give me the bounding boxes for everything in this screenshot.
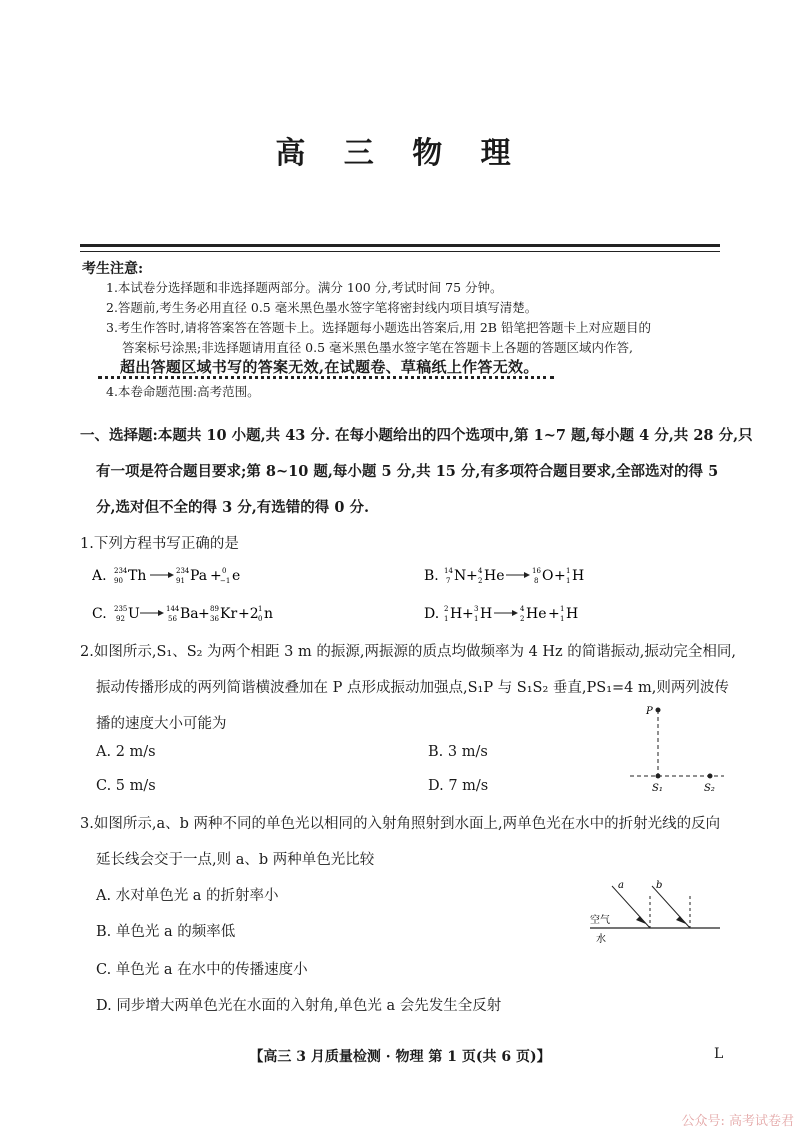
notice-heading: 考生注意: (82, 261, 144, 277)
svg-text:0: 0 (222, 567, 227, 575)
svg-text:+: + (548, 606, 560, 622)
q3-option-b: B. 单色光 a 的频率低 (96, 924, 236, 940)
svg-text:234: 234 (176, 567, 190, 575)
svg-text:H: H (480, 606, 493, 622)
notice-item-2: 2.答题前,考生务必用直径 0.5 毫米黑色墨水签字笔将密封线内项目填写清楚。 (106, 300, 538, 315)
svg-text:1: 1 (444, 615, 449, 623)
svg-text:36: 36 (210, 615, 219, 623)
svg-text:1: 1 (560, 605, 565, 613)
svg-text:He: He (526, 606, 547, 622)
svg-text:H: H (572, 568, 585, 584)
svg-text:D.: D. (424, 606, 440, 622)
header-rule-thick (80, 244, 720, 247)
q1-stem: 1.下列方程书写正确的是 (80, 536, 239, 552)
section1-line-2: 有一项是符合题目要求;第 8~10 题,每小题 5 分,共 15 分,有多项符合题目要求,全部选对的得 5 (96, 463, 719, 480)
svg-text:7: 7 (446, 577, 451, 585)
q2-figure-label-s2: S₂ (704, 783, 715, 794)
svg-text:1: 1 (560, 615, 565, 623)
q3-figure-label-a: a (618, 880, 624, 891)
q3-stem-line-1: 3.如图所示,a、b 两种不同的单色光以相同的入射角照射到水面上,两单色光在水中的折射光线的反向 (80, 816, 721, 832)
svg-text:+: + (466, 568, 478, 584)
svg-text:+: + (210, 568, 222, 584)
notice-item-3-emphasis: 超出答题区域书写的答案无效,在试题卷、草稿纸上作答无效。 (120, 358, 539, 376)
svg-text:Pa: Pa (190, 568, 208, 584)
page-title: 高 三 物 理 (275, 136, 525, 171)
svg-text:He: He (484, 568, 505, 584)
q2-option-c: C. 5 m/s (96, 778, 156, 794)
svg-text:Th: Th (128, 568, 147, 584)
svg-text:2: 2 (520, 615, 525, 623)
q3-option-a: A. 水对单色光 a 的折射率小 (96, 888, 279, 904)
svg-text:H: H (566, 606, 579, 622)
svg-text:+2: +2 (238, 606, 259, 622)
svg-text:90: 90 (114, 577, 123, 585)
q3-figure-label-water: 水 (596, 934, 606, 945)
svg-text:2: 2 (444, 605, 449, 613)
svg-text:B.: B. (424, 568, 439, 584)
svg-text:234: 234 (114, 567, 128, 575)
q3-stem-line-2: 延长线会交于一点,则 a、b 两种单色光比较 (96, 852, 375, 868)
emphasis-dots (98, 376, 554, 379)
q2-option-b: B. 3 m/s (428, 744, 488, 760)
q2-stem-line-2: 振动传播形成的两列简谐横波叠加在 P 点形成振动加强点,S₁P 与 S₁S₂ 垂直,PS₁=4 m,则两列波传 (96, 680, 729, 696)
svg-text:144: 144 (166, 605, 180, 613)
svg-text:+: + (462, 606, 474, 622)
watermark: 公众号: 高考试卷君 (681, 1114, 794, 1129)
svg-text:1: 1 (474, 615, 479, 623)
q2-figure (630, 700, 730, 796)
q3-option-c: C. 单色光 a 在水中的传播速度小 (96, 962, 308, 978)
notice-item-1: 1.本试卷分选择题和非选择题两部分。满分 100 分,考试时间 75 分钟。 (106, 280, 503, 295)
q2-stem-line-1: 2.如图所示,S₁、S₂ 为两个相距 3 m 的振源,两振源的质点均做频率为 4 Hz 的简谐振动,振动完全相同, (80, 644, 737, 660)
svg-text:n: n (264, 606, 274, 622)
svg-text:H: H (450, 606, 463, 622)
svg-text:0: 0 (258, 615, 263, 623)
svg-text:3: 3 (474, 605, 479, 613)
svg-text:e: e (232, 568, 241, 584)
svg-text:16: 16 (532, 567, 541, 575)
svg-text:2: 2 (478, 577, 483, 585)
section1-line-1: 一、选择题:本题共 10 小题,共 43 分. 在每小题给出的四个选项中,第 1~7 题,每小题 4 分,共 28 分,只 (80, 427, 753, 444)
svg-text:92: 92 (116, 615, 125, 623)
q2-figure-label-p: P (646, 706, 653, 717)
svg-text:C.: C. (92, 606, 107, 622)
q3-figure-label-b: b (656, 880, 663, 891)
q3-figure (590, 876, 726, 950)
svg-text:Kr: Kr (220, 606, 238, 622)
q1-option-c (92, 596, 402, 626)
q2-option-a: A. 2 m/s (96, 744, 156, 760)
svg-text:14: 14 (444, 567, 453, 575)
svg-text:A.: A. (92, 568, 107, 584)
svg-text:91: 91 (176, 577, 185, 585)
notice-item-4: 4.本卷命题范围:高考范围。 (106, 384, 260, 399)
svg-text:56: 56 (168, 615, 177, 623)
svg-text:U: U (128, 606, 140, 622)
header-rule-thin (80, 251, 720, 252)
svg-text:Ba: Ba (180, 606, 199, 622)
svg-text:+: + (554, 568, 566, 584)
footer-code: L (714, 1046, 724, 1062)
svg-text:8: 8 (534, 577, 539, 585)
notice-item-3: 3.考生作答时,请将答案答在答题卡上。选择题每小题选出答案后,用 2B 铅笔把答题卡上对应题目的 (106, 320, 651, 335)
svg-text:N: N (454, 568, 467, 584)
q1-option-d (424, 596, 724, 626)
svg-text:89: 89 (210, 605, 219, 613)
svg-text:235: 235 (114, 605, 128, 613)
svg-text:O: O (542, 568, 554, 584)
svg-text:+: + (198, 606, 210, 622)
section1-line-3: 分,选对但不全的得 3 分,有选错的得 0 分. (96, 499, 370, 516)
q2-figure-label-s1: S₁ (652, 783, 663, 794)
svg-text:1: 1 (566, 577, 571, 585)
notice-item-3-cont: 答案标号涂黑;非选择题请用直径 0.5 毫米黑色墨水签字笔在答题卡上各题的答题区域内作答, (122, 340, 634, 355)
page-footer: 【高三 3 月质量检测 · 物理 第 1 页(共 6 页)】 (249, 1049, 551, 1065)
svg-text:1: 1 (566, 567, 571, 575)
q2-stem-line-3: 播的速度大小可能为 (96, 716, 227, 732)
q2-option-d: D. 7 m/s (428, 778, 489, 794)
svg-text:−1: −1 (220, 577, 231, 585)
q3-figure-label-air: 空气 (590, 915, 610, 926)
svg-text:4: 4 (520, 605, 525, 613)
svg-text:1: 1 (258, 605, 263, 613)
svg-text:4: 4 (478, 567, 483, 575)
q1-option-a (92, 558, 402, 588)
q1-option-b (424, 558, 724, 588)
q3-option-d: D. 同步增大两单色光在水面的入射角,单色光 a 会先发生全反射 (96, 998, 502, 1014)
